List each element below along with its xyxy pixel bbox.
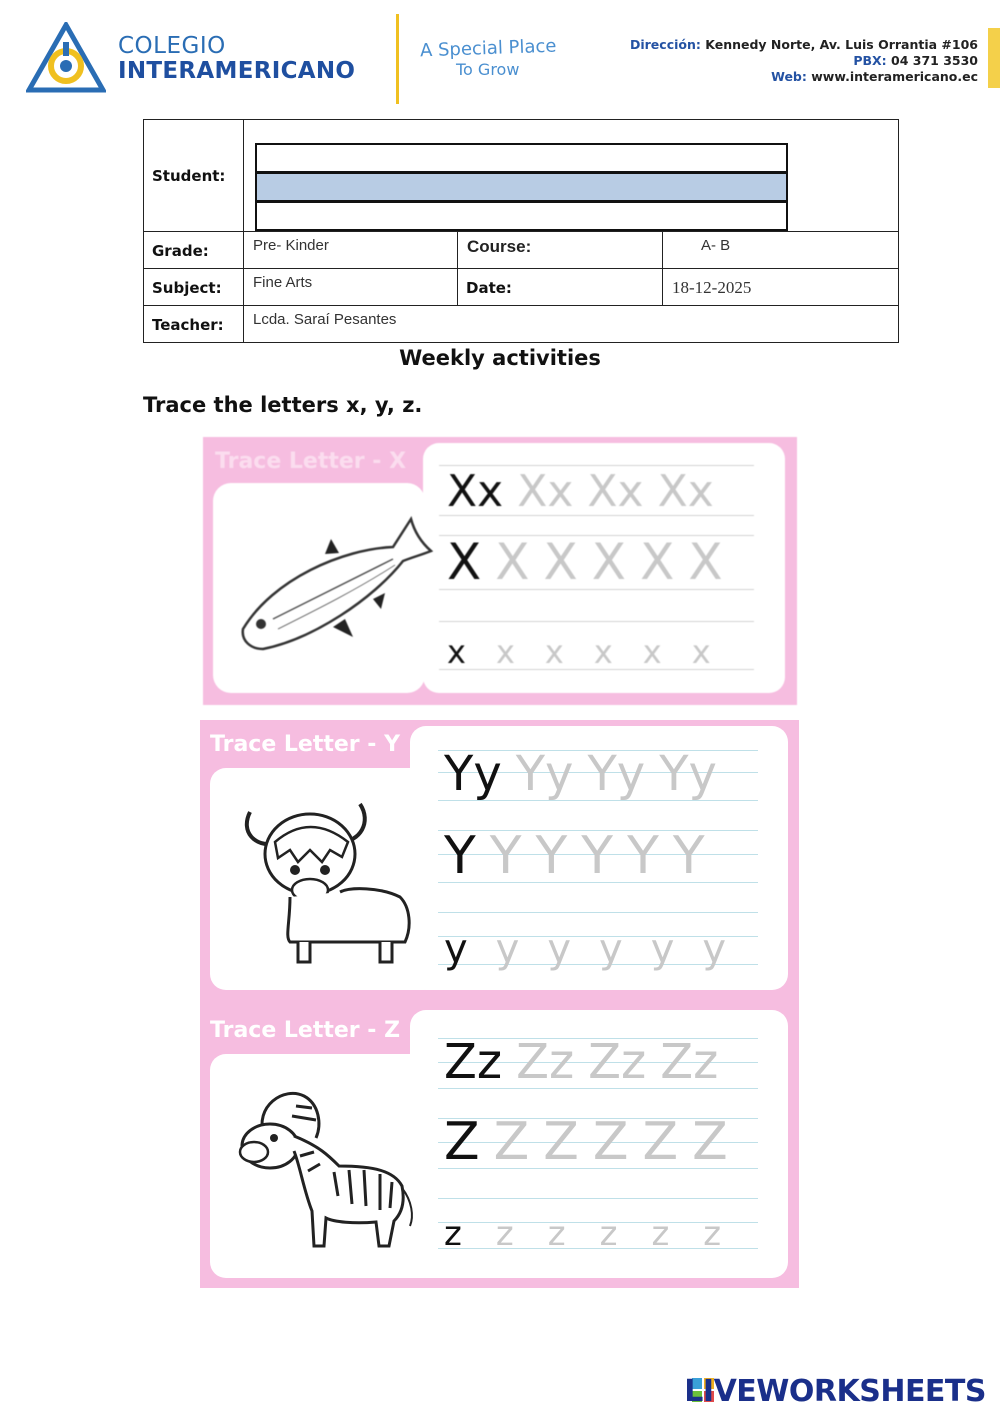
teacher-label: Teacher:: [144, 306, 244, 343]
trace-z-row2-slot[interactable]: Z: [642, 1112, 679, 1172]
course-label: Course:: [458, 232, 663, 269]
school-contact: [630, 37, 978, 85]
tagline-line2: To Grow: [456, 60, 520, 79]
address-label: Dirección:: [629, 37, 701, 52]
trace-x-row3-slot[interactable]: x: [593, 633, 613, 671]
course-value: A- B: [663, 232, 899, 269]
header-divider: [396, 14, 399, 104]
trace-y-row2-slot[interactable]: Y: [672, 826, 705, 886]
date-label: Date:: [458, 269, 663, 306]
teacher-value: Lcda. Saraí Pesantes: [244, 306, 899, 343]
trace-x-row3-slot[interactable]: x: [544, 633, 564, 671]
trace-x-row1-model: Xx: [447, 466, 504, 517]
instruction-text: Trace the letters x, y, z.: [143, 393, 423, 417]
worksheet-x: [203, 437, 797, 705]
trace-x-row3-slot[interactable]: x: [691, 633, 711, 671]
trace-z-row1-slot[interactable]: Zz: [516, 1034, 575, 1090]
trace-y-row1-model: Yy: [444, 746, 502, 802]
trace-z-row2-model: Z: [444, 1112, 480, 1172]
trace-z-row3-slot[interactable]: z: [651, 1214, 670, 1254]
trace-x-row2-slot[interactable]: X: [640, 533, 675, 591]
trace-z-row3-slot[interactable]: z: [547, 1214, 566, 1254]
trace-y-row1-slot[interactable]: Yy: [515, 746, 574, 802]
worksheet-x-title: Trace Letter - X: [215, 449, 407, 474]
student-name-field-2[interactable]: [255, 172, 788, 202]
header-edge-bar: [988, 28, 1000, 88]
trace-x-row3-slot[interactable]: x: [642, 633, 662, 671]
trace-z-row1-model: Zz: [444, 1034, 503, 1090]
trace-x-row2-slot[interactable]: X: [495, 533, 530, 591]
student-name-field-3[interactable]: [255, 201, 788, 231]
student-label: Student:: [144, 120, 244, 232]
worksheet-yz: [200, 720, 799, 1288]
trace-z-row2-slot[interactable]: Z: [493, 1112, 530, 1172]
trace-y-row3-slot[interactable]: y: [495, 926, 520, 972]
trace-x-row3-model: x: [447, 633, 466, 671]
trace-y-row2-slot[interactable]: Y: [581, 826, 614, 886]
trace-y-row2-slot[interactable]: Y: [489, 826, 522, 886]
address-value: Kennedy Norte, Av. Luis Orrantia #106: [705, 37, 978, 52]
student-info-table: [143, 119, 899, 343]
trace-x-row2-model: X: [447, 533, 482, 591]
page-title: Weekly activities: [399, 346, 601, 370]
phone-value: 04 371 3530: [891, 53, 978, 68]
trace-y-row3-slot[interactable]: y: [702, 926, 727, 972]
trace-y-row2-model: Y: [444, 826, 476, 886]
school-name-line2: INTERAMERICANO: [118, 58, 356, 84]
liveworksheets-brand[interactable]: LIVEWORKSHEETS: [684, 1374, 986, 1409]
trace-z-row1-slot[interactable]: Zz: [660, 1034, 719, 1090]
trace-z-row2-slot[interactable]: Z: [592, 1112, 629, 1172]
trace-y-row3-slot[interactable]: y: [650, 926, 675, 972]
trace-y-row1-slot[interactable]: Yy: [659, 746, 717, 802]
grade-label: Grade:: [144, 232, 244, 269]
trace-y-row2-slot[interactable]: Y: [535, 826, 568, 886]
trace-y-row2-slot[interactable]: Y: [627, 826, 659, 886]
student-name-field-1[interactable]: [255, 143, 788, 173]
trace-y-row3-slot[interactable]: y: [547, 926, 572, 972]
trace-x-row2-slot[interactable]: X: [543, 533, 578, 591]
school-logo-icon: [26, 22, 106, 94]
trace-x-row2-slot[interactable]: X: [591, 533, 627, 591]
trace-z-row3-slot[interactable]: z: [495, 1214, 514, 1254]
trace-z-row3-slot[interactable]: z: [599, 1214, 618, 1254]
zebra-icon: [234, 1076, 424, 1256]
subject-label: Subject:: [144, 269, 244, 306]
web-value: www.interamericano.ec: [811, 69, 978, 84]
student-name-cell: [244, 120, 899, 232]
trace-z-row1-slot[interactable]: Zz: [588, 1034, 647, 1090]
subject-value: Fine Arts: [244, 269, 458, 306]
trace-y-row3-slot[interactable]: y: [599, 926, 623, 972]
trace-x-row1-slot[interactable]: Xx: [517, 466, 574, 517]
trace-y-row3-model: y: [444, 926, 468, 972]
phone-label: PBX:: [853, 53, 887, 68]
trace-z-row3-slot[interactable]: z: [703, 1214, 722, 1254]
trace-z-row2-slot[interactable]: Z: [543, 1112, 579, 1172]
trace-z-row2-slot[interactable]: Z: [692, 1112, 728, 1172]
grade-value: Pre- Kinder: [244, 232, 458, 269]
date-value: 18-12-2025: [663, 269, 899, 306]
trace-x-row3-slot[interactable]: x: [495, 633, 515, 671]
trace-x-row1-slot[interactable]: Xx: [657, 466, 714, 517]
trace-x-row2-slot[interactable]: X: [688, 533, 723, 591]
worksheet-z-title: Trace Letter - Z: [210, 1018, 401, 1043]
trace-y-row1-slot[interactable]: Yy: [587, 746, 646, 802]
yak-icon: [230, 792, 420, 972]
fish-icon: [233, 509, 433, 659]
tagline-line1: A Special Place: [419, 35, 557, 62]
trace-x-row1-slot[interactable]: Xx: [587, 466, 644, 517]
web-label: Web:: [771, 69, 807, 84]
trace-z-row3-model: z: [444, 1214, 462, 1254]
school-name-line1: COLEGIO: [118, 33, 226, 59]
worksheet-y-title: Trace Letter - Y: [210, 732, 401, 757]
